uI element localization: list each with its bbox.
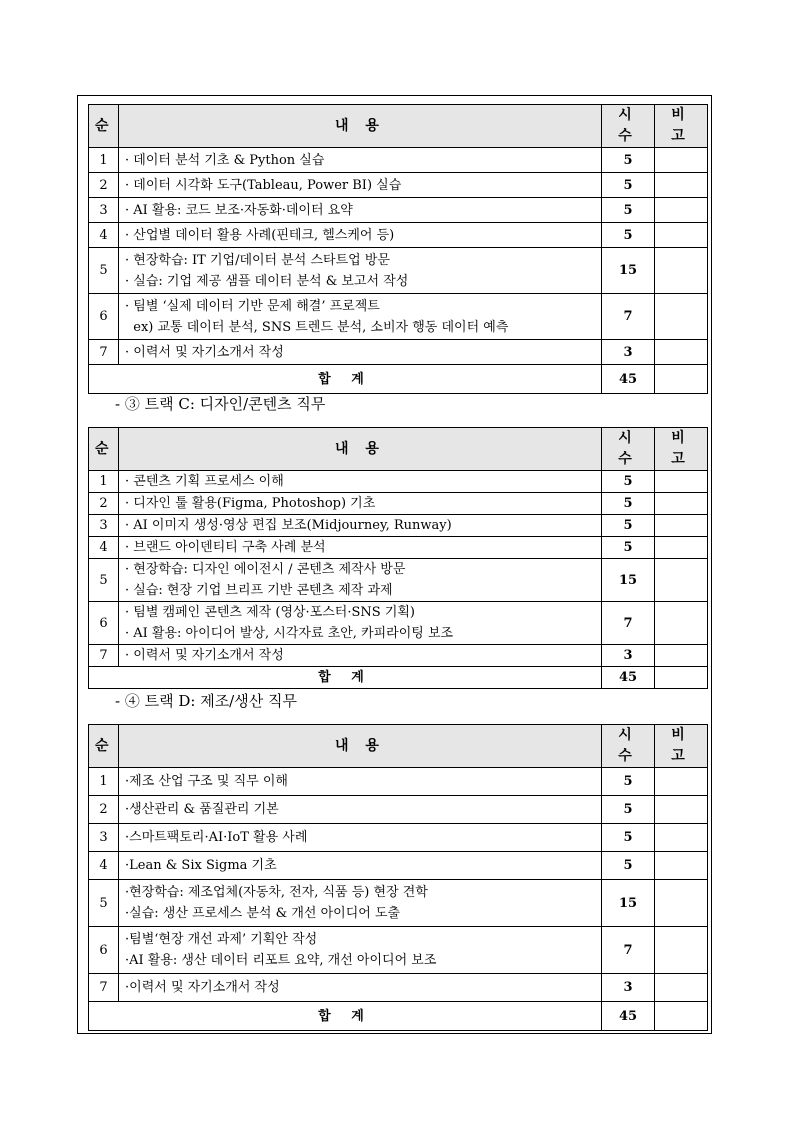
content-line: ·Lean & Six Sigma 기초 xyxy=(125,858,277,873)
header-content: 내 용 xyxy=(119,428,602,471)
row-no: 7 xyxy=(89,645,119,667)
content-line: · 콘텐츠 기획 프로세스 이해 xyxy=(125,474,284,489)
row-no: 4 xyxy=(89,223,119,248)
content-line: ·스마트팩토리·AI·IoT 활용 사례 xyxy=(125,830,308,845)
row-no: 2 xyxy=(89,173,119,198)
content-line: · 이력서 및 자기소개서 작성 xyxy=(125,648,284,663)
row-no: 6 xyxy=(89,294,119,340)
track-c-schedule-table xyxy=(88,427,708,689)
content-line: · 현장학습: IT 기업/데이터 분석 스타트업 방문 xyxy=(125,252,390,268)
row-hours: 5 xyxy=(602,852,655,880)
row-content xyxy=(119,927,602,974)
table-header-row xyxy=(89,105,708,148)
total-hours: 45 xyxy=(602,365,655,394)
total-row xyxy=(89,1002,708,1031)
row-content xyxy=(119,824,602,852)
row-note xyxy=(655,294,708,340)
table-row xyxy=(89,537,708,559)
table-row xyxy=(89,198,708,223)
row-note xyxy=(655,974,708,1002)
header-no: 순 xyxy=(89,428,119,471)
content-line: · 현장학습: 디자인 에이전시 / 콘텐츠 제작사 방문 xyxy=(125,562,406,577)
row-no: 1 xyxy=(89,471,119,493)
table-row xyxy=(89,852,708,880)
row-no: 6 xyxy=(89,602,119,645)
table-row xyxy=(89,248,708,294)
row-hours: 5 xyxy=(602,198,655,223)
row-hours: 7 xyxy=(602,602,655,645)
header-note: 비 고 xyxy=(655,428,708,471)
row-hours: 5 xyxy=(602,493,655,515)
row-note xyxy=(655,340,708,365)
content-line: · 실습: 현장 기업 브리프 기반 콘텐츠 제작 과제 xyxy=(125,583,393,598)
table-row xyxy=(89,294,708,340)
total-row xyxy=(89,365,708,394)
total-label: 합 계 xyxy=(89,1002,602,1031)
header-hours: 시 수 xyxy=(602,725,655,768)
row-note xyxy=(655,824,708,852)
content-line: ·팀별‘현장 개선 과제’ 기획안 작성 xyxy=(125,932,318,947)
track-b-schedule-table xyxy=(88,104,708,394)
row-no: 3 xyxy=(89,824,119,852)
row-hours: 7 xyxy=(602,927,655,974)
row-hours: 15 xyxy=(602,559,655,602)
row-content xyxy=(119,645,602,667)
header-hours: 시 수 xyxy=(602,105,655,148)
content-line: ·실습: 생산 프로세스 분석 & 개선 아이디어 도출 xyxy=(125,906,401,921)
total-note xyxy=(655,667,708,689)
content-line: ·AI 활용: 생산 데이터 리포트 요약, 개선 아이디어 보조 xyxy=(125,953,437,968)
content-line: ·현장학습: 제조업체(자동차, 전자, 식품 등) 현장 견학 xyxy=(125,885,428,900)
row-content xyxy=(119,602,602,645)
row-hours: 15 xyxy=(602,248,655,294)
header-no: 순 xyxy=(89,105,119,148)
table-row xyxy=(89,223,708,248)
table-row xyxy=(89,796,708,824)
content-line: ·이력서 및 자기소개서 작성 xyxy=(125,980,280,995)
row-no: 2 xyxy=(89,796,119,824)
total-note xyxy=(655,365,708,394)
table-header-row xyxy=(89,725,708,768)
row-note xyxy=(655,559,708,602)
row-no: 4 xyxy=(89,537,119,559)
row-content xyxy=(119,880,602,927)
content-line: · 실습: 기업 제공 샘플 데이터 분석 & 보고서 작성 xyxy=(125,273,409,289)
table-row xyxy=(89,559,708,602)
content-line: · 팀별 캠페인 콘텐츠 제작 (영상·포스터·SNS 기획) xyxy=(125,605,416,620)
track-d-heading: - ④ 트랙 D: 제조/생산 직무 xyxy=(115,692,297,710)
content-line: · 이력서 및 자기소개서 작성 xyxy=(125,344,284,360)
row-no: 2 xyxy=(89,493,119,515)
total-note xyxy=(655,1002,708,1031)
row-hours: 5 xyxy=(602,515,655,537)
content-line: · 팀별 ‘실제 데이터 기반 문제 해결’ 프로젝트 xyxy=(125,298,380,314)
table-row xyxy=(89,602,708,645)
table-row xyxy=(89,974,708,1002)
row-content xyxy=(119,173,602,198)
row-note xyxy=(655,768,708,796)
total-label: 합 계 xyxy=(89,667,602,689)
table-row xyxy=(89,493,708,515)
row-note xyxy=(655,796,708,824)
table-row xyxy=(89,880,708,927)
row-hours: 5 xyxy=(602,223,655,248)
row-no: 7 xyxy=(89,340,119,365)
content-line: ex) 교통 데이터 분석, SNS 트렌드 분석, 소비자 행동 데이터 예측 xyxy=(125,319,509,335)
row-content xyxy=(119,248,602,294)
row-no: 3 xyxy=(89,515,119,537)
total-hours: 45 xyxy=(602,667,655,689)
row-no: 5 xyxy=(89,880,119,927)
row-note xyxy=(655,198,708,223)
row-note xyxy=(655,537,708,559)
table-row xyxy=(89,173,708,198)
table-row xyxy=(89,645,708,667)
row-hours: 5 xyxy=(602,824,655,852)
content-line: · 디자인 툴 활용(Figma, Photoshop) 기초 xyxy=(125,496,376,511)
row-no: 6 xyxy=(89,927,119,974)
table-header-row xyxy=(89,428,708,471)
row-note xyxy=(655,471,708,493)
header-hours: 시 수 xyxy=(602,428,655,471)
header-note: 비 고 xyxy=(655,105,708,148)
row-hours: 5 xyxy=(602,537,655,559)
header-note: 비 고 xyxy=(655,725,708,768)
table-row xyxy=(89,340,708,365)
row-note xyxy=(655,515,708,537)
row-content xyxy=(119,559,602,602)
content-line: ·제조 산업 구조 및 직무 이해 xyxy=(125,774,288,789)
row-content xyxy=(119,198,602,223)
row-hours: 3 xyxy=(602,974,655,1002)
row-hours: 5 xyxy=(602,768,655,796)
row-no: 5 xyxy=(89,559,119,602)
row-note xyxy=(655,173,708,198)
row-hours: 5 xyxy=(602,796,655,824)
row-content xyxy=(119,223,602,248)
content-line: · 데이터 분석 기초 & Python 실습 xyxy=(125,152,325,168)
row-hours: 3 xyxy=(602,340,655,365)
row-hours: 5 xyxy=(602,471,655,493)
row-note xyxy=(655,148,708,173)
row-no: 4 xyxy=(89,852,119,880)
row-note xyxy=(655,602,708,645)
total-row xyxy=(89,667,708,689)
row-hours: 15 xyxy=(602,880,655,927)
row-content xyxy=(119,493,602,515)
row-content xyxy=(119,294,602,340)
content-line: · AI 이미지 생성·영상 편집 보조(Midjourney, Runway) xyxy=(125,518,452,533)
row-content xyxy=(119,515,602,537)
row-note xyxy=(655,645,708,667)
row-content xyxy=(119,537,602,559)
row-content xyxy=(119,340,602,365)
track-c-heading: - ③ 트랙 C: 디자인/콘텐츠 직무 xyxy=(115,395,326,413)
row-note xyxy=(655,880,708,927)
row-hours: 7 xyxy=(602,294,655,340)
header-content: 내 용 xyxy=(119,725,602,768)
content-line: ·생산관리 & 품질관리 기본 xyxy=(125,802,279,817)
content-line: · AI 활용: 아이디어 발상, 시각자료 초안, 카피라이팅 보조 xyxy=(125,626,454,641)
row-content xyxy=(119,148,602,173)
table-row xyxy=(89,927,708,974)
table-row xyxy=(89,768,708,796)
row-no: 1 xyxy=(89,148,119,173)
table-row xyxy=(89,515,708,537)
row-content xyxy=(119,768,602,796)
row-hours: 3 xyxy=(602,645,655,667)
row-hours: 5 xyxy=(602,173,655,198)
track-d-schedule-table xyxy=(88,724,708,1031)
table-row xyxy=(89,824,708,852)
row-no: 1 xyxy=(89,768,119,796)
content-line: · 데이터 시각화 도구(Tableau, Power BI) 실습 xyxy=(125,177,402,193)
row-no: 5 xyxy=(89,248,119,294)
content-line: · AI 활용: 코드 보조·자동화·데이터 요약 xyxy=(125,202,353,218)
row-content xyxy=(119,852,602,880)
row-note xyxy=(655,493,708,515)
row-content xyxy=(119,471,602,493)
row-note xyxy=(655,223,708,248)
row-note xyxy=(655,927,708,974)
table-row xyxy=(89,471,708,493)
row-no: 3 xyxy=(89,198,119,223)
content-line: · 산업별 데이터 활용 사례(핀테크, 헬스케어 등) xyxy=(125,227,395,243)
content-line: · 브랜드 아이덴티티 구축 사례 분석 xyxy=(125,540,326,555)
row-note xyxy=(655,852,708,880)
header-no: 순 xyxy=(89,725,119,768)
table-row xyxy=(89,148,708,173)
total-hours: 45 xyxy=(602,1002,655,1031)
total-label: 합 계 xyxy=(89,365,602,394)
row-content xyxy=(119,796,602,824)
row-content xyxy=(119,974,602,1002)
row-hours: 5 xyxy=(602,148,655,173)
row-no: 7 xyxy=(89,974,119,1002)
row-note xyxy=(655,248,708,294)
header-content: 내 용 xyxy=(119,105,602,148)
